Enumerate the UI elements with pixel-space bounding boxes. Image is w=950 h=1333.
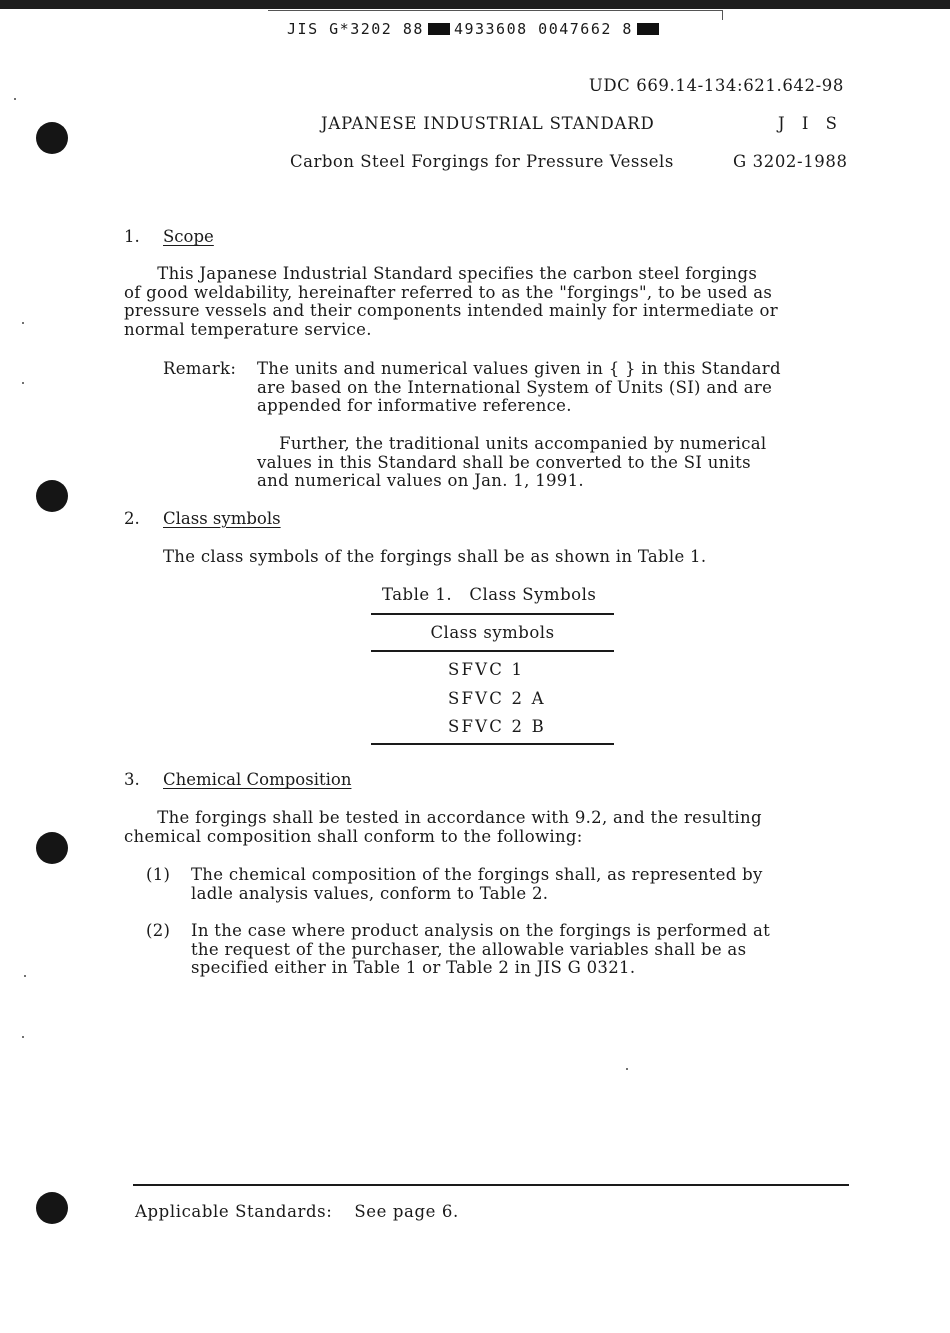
section-number: 2. [124, 509, 140, 528]
remark-label: Remark: [163, 359, 237, 378]
udc-code: UDC 669.14-134:621.642-98 [588, 76, 844, 95]
header-block-mark [637, 23, 659, 35]
list-item-text: In the case where product analysis on the forgings is performed at the request of the purchaser, the allowable variables shall be as specified either in Table 1 or Table 2 in JIS G 0321. [191, 921, 771, 978]
binder-hole-3 [36, 832, 68, 864]
footer-note [135, 1202, 459, 1221]
table-row: SFVC 1 [448, 660, 525, 679]
section-number: 1. [124, 227, 140, 246]
remark-text: The units and numerical values given in { } in this Standard are based on the International System of Units (SI) and are appended for informative reference. [257, 359, 781, 416]
organization-title: JAPANESE INDUSTRIAL STANDARD [321, 114, 655, 133]
section-heading-chemical-composition [124, 770, 351, 789]
jis-mark: J I S [778, 114, 843, 133]
footer-rule [133, 1184, 849, 1186]
scan-top-line-tick [722, 10, 723, 20]
table-row: SFVC 2 B [448, 717, 547, 736]
class-symbols-paragraph: The class symbols of the forgings shall be as shown in Table 1. [163, 547, 707, 566]
scan-speck [22, 1036, 24, 1038]
scan-speck [22, 382, 24, 384]
header-code-mid: 4933608 0047662 8 [453, 20, 633, 38]
scan-speck [22, 322, 24, 324]
list-item-number: (1) [146, 865, 171, 884]
scan-top-bar [0, 0, 950, 9]
list-item-number: (2) [146, 921, 171, 940]
table-header-rule [371, 650, 614, 652]
section-title: Chemical Composition [163, 770, 352, 789]
scan-top-line [268, 10, 723, 11]
section-heading-class-symbols [124, 509, 281, 528]
scope-paragraph: This Japanese Industrial Standard specifies the carbon steel forgings of good weldability, hereinafter referred to as the "forgings", to be used as pressure vessels and their components intended mainly for intermediate or normal temperature service. [124, 264, 778, 339]
binder-hole-4 [36, 1192, 68, 1224]
footer-label: Applicable Standards: [135, 1202, 333, 1221]
footer-value: See page 6. [354, 1202, 459, 1221]
binder-hole-1 [36, 122, 68, 154]
binder-hole-2 [36, 480, 68, 512]
table-top-rule [371, 613, 614, 615]
section-title: Scope [163, 227, 214, 246]
header-code-left: JIS G*3202 88 [287, 20, 424, 38]
standard-title: Carbon Steel Forgings for Pressure Vessels [290, 152, 674, 171]
section-heading-scope [124, 227, 214, 246]
table-bottom-rule [371, 743, 614, 745]
scan-speck [24, 975, 26, 977]
header-block-mark [428, 23, 450, 35]
table-row: SFVC 2 A [448, 689, 546, 708]
scan-header-code [0, 20, 950, 38]
standard-number: G 3202-1988 [733, 152, 848, 171]
table-header: Class symbols [430, 623, 555, 642]
list-item-text: The chemical composition of the forgings shall, as represented by ladle analysis values, conform to Table 2. [191, 865, 763, 903]
section-title: Class symbols [163, 509, 281, 528]
chemical-paragraph: The forgings shall be tested in accordance with 9.2, and the resulting chemical composition shall conform to the following: [124, 808, 762, 846]
remark-further-text: Further, the traditional units accompanied by numerical values in this Standard shall be converted to the SI units and numerical values on Jan. 1, 1991. [257, 434, 767, 491]
scan-speck [626, 1068, 628, 1070]
section-number: 3. [124, 770, 140, 789]
table-caption: Table 1. Class Symbols [382, 585, 597, 604]
scan-speck [14, 98, 16, 100]
